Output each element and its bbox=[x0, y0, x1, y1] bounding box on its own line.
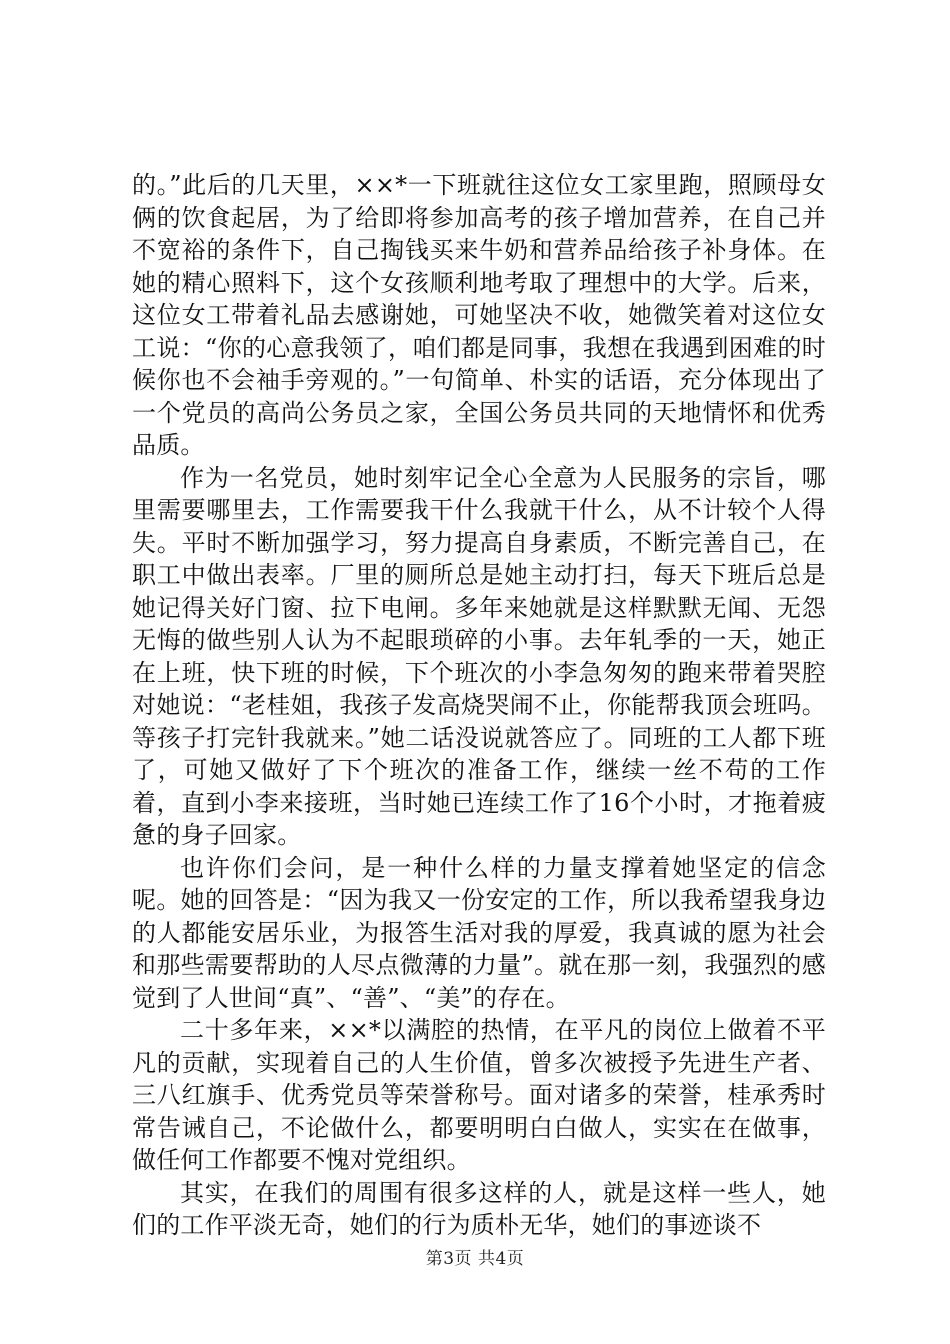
paragraph-party-member: 作为一名党员，她时刻牢记全心全意为人民服务的宗旨，哪里需要哪里去，工作需要我干什么我就干什么，从不计较个人得失。平时不断加强学习，努力提高自身素质，不断完善自己，在职工中做出表率。厂里的厕所总是她主动打扫，每天下班后总是她记得关好门窗、拉下电闸。多年来她就是这样默默无闻、无怨无悔的做些别人认为不起眼琐碎的小事。去年轧季的一天，她正在上班，快下班的时候，下个班次的小李急匆匆的跑来带着哭腔对她说：“老桂姐，我孩子发高烧哭闹不止，你能帮我顶会班吗。等孩子打完针我就来。”她二话没说就答应了。同班的工人都下班了，可她又做好了下个班次的准备工作，继续一丝不苟的工作着，直到小李来接班，当时她已连续工作了16个小时，才拖着疲惫的身子回家。 bbox=[132, 463, 826, 849]
paragraph-belief: 也许你们会问，是一种什么样的力量支撑着她坚定的信念呢。她的回答是：“因为我又一份安定的工作，所以我希望我身边的人都能安居乐业，为报答生活对我的厚爱，我真诚的愿为社会和那些需要帮助的人尽点微薄的力量”。就在那一刻，我强烈的感觉到了人世间“真”、“善”、“美”的存在。 bbox=[132, 853, 826, 1012]
document-body bbox=[132, 169, 826, 1242]
paragraph-continuation: 的。”此后的几天里，××*一下班就往这位女工家里跑，照顾母女俩的饮食起居，为了给即将参加高考的孩子增加营养，在自己并不宽裕的条件下，自己掏钱买来牛奶和营养品给孩子补身体。在她的精心照料下，这个女孩顺利地考取了理想中的大学。后来，这位女工带着礼品去感谢她，可她坚决不收，她微笑着对这位女工说：“你的心意我领了，咱们都是同事，我想在我遇到困难的时候你也不会袖手旁观的。”一句简单、朴实的话语，充分体现出了一个党员的高尚公务员之家，全国公务员共同的天地情怀和优秀品质。 bbox=[132, 171, 826, 459]
paragraph-honors: 二十多年来，××*以满腔的热情，在平凡的岗位上做着不平凡的贡献，实现着自己的人生价值，曾多次被授予先进生产者、三八红旗手、优秀党员等荣誉称号。面对诸多的荣誉，桂承秀时常告诫自己，不论做什么，都要明明白白做人，实实在在做事，做任何工作都要不愧对党组织。 bbox=[132, 1016, 826, 1174]
paragraph-conclusion: 其实，在我们的周围有很多这样的人，就是这样一些人，她们的工作平淡无奇，她们的行为质朴无华，她们的事迹谈不 bbox=[132, 1178, 826, 1239]
page-number-footer: 第3页 共4页 bbox=[425, 1249, 525, 1269]
